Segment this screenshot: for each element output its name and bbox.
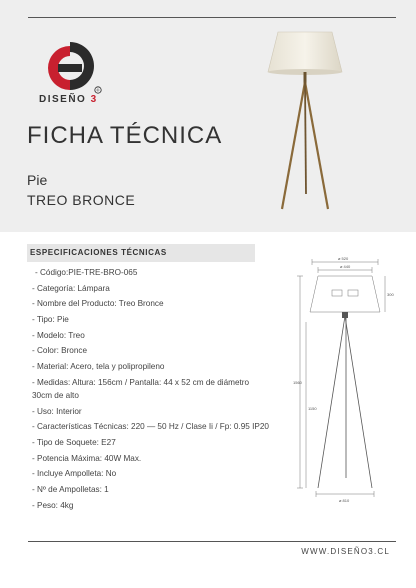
technical-drawing	[290, 250, 400, 520]
spec-item: - Uso: Interior	[32, 406, 82, 416]
spec-item: - Nombre del Producto: Treo Bronce	[32, 299, 164, 309]
spec-item: - Peso: 4kg	[32, 500, 74, 510]
spec-item: - Nº de Ampolletas: 1	[32, 484, 109, 494]
top-rule	[28, 17, 396, 18]
specs-list	[27, 266, 269, 514]
dim-shade-height: 300	[387, 292, 394, 297]
dim-total-height: 1560	[293, 380, 302, 385]
spec-item: - Medidas: Altura: 156cm / Pantalla: 44 x 52 cm de diámetro 30cm de alto	[32, 377, 250, 400]
dim-top-1: ø 520	[338, 256, 349, 261]
spec-item: - Características Técnicas: 220 — 50 Hz / Clase Ii / Fp: 0.95 IP20	[32, 422, 269, 432]
bottom-rule	[28, 541, 396, 542]
dim-leg-height: 1150	[308, 406, 317, 411]
product-name: TREO BRONCE	[27, 192, 136, 208]
specs-header	[27, 244, 255, 262]
product-type: Pie	[27, 172, 48, 188]
spec-item: - Modelo: Treo	[32, 330, 85, 340]
spec-item: - Incluye Ampolleta: No	[32, 469, 117, 479]
registered-mark: ®	[96, 87, 100, 93]
dim-base: ø 810	[339, 498, 350, 503]
spec-item: - Potencia Máxima: 40W Max.	[32, 453, 142, 463]
specs-header-label: ESPECIFICACIONES TÉCNICAS	[30, 248, 167, 257]
brand-name	[39, 94, 98, 105]
page-title: FICHA TÉCNICA	[27, 122, 223, 149]
spec-item: - Categoría: Lámpara	[32, 283, 110, 293]
brand-number: 3	[90, 94, 98, 105]
spec-item: - Tipo: Pie	[32, 315, 69, 325]
lamp-illustration-icon	[262, 24, 348, 214]
dim-top-2: ø 440	[340, 264, 351, 269]
spec-item: - Tipo de Soquete: E27	[32, 437, 116, 447]
spec-item: - Código:PIE-TRE-BRO-065	[35, 268, 138, 277]
spec-item: - Color: Bronce	[32, 346, 88, 356]
website-url[interactable]: WWW.DISEÑO3.CL	[301, 547, 390, 556]
spec-item: - Material: Acero, tela y polipropileno	[32, 362, 165, 372]
brand-word: DISEÑO	[39, 94, 87, 105]
